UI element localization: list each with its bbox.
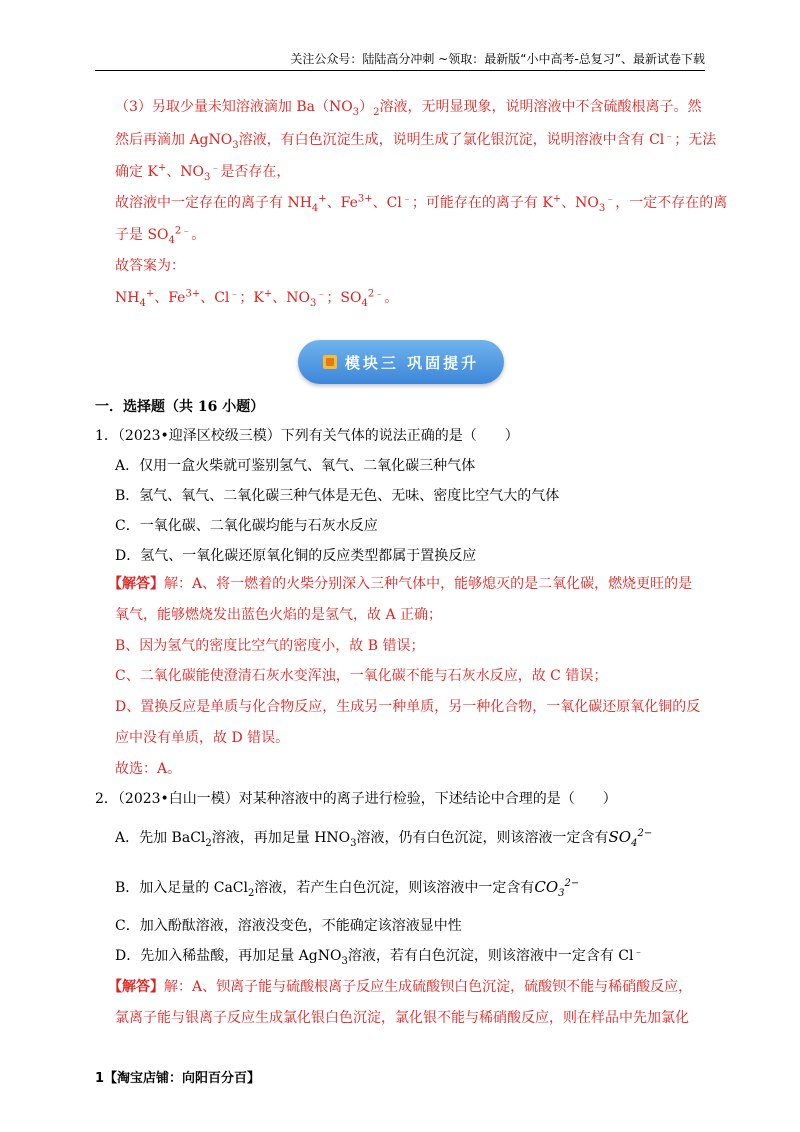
answer-tag: 【解答】: [108, 979, 164, 995]
q2-answer-line-1: 【解答】解：A、钡离子能与硫酸根离子反应生成硫酸钡白色沉淀，硫酸钡不能与稀硝酸反应，: [108, 979, 693, 995]
banner-label: 模块三 巩固提升: [344, 353, 480, 372]
q2-option-d: D．先加入稀盐酸，再加足量 AgNO$_3$溶液，若有白色沉淀，则该溶液中一定含有 Cl﹣: [115, 946, 644, 967]
q1-answer-line-2: 氧气，能够燃烧发出蓝色火焰的是氢气，故 A 正确；: [115, 607, 443, 623]
q1-option-c: C．一氧化碳、二氧化碳均能与石灰水反应: [115, 518, 378, 534]
q1-answer-line-7: 故选：A。: [115, 761, 182, 777]
answer-line-5: 子是 $SO_4^{2﹣}$。: [115, 225, 206, 246]
q1-option-a: A．仅用一盒火柴就可鉴别氢气、氧气、二氧化碳三种气体: [115, 458, 476, 474]
q1-answer-line-4: C、二氧化碳能使澄清石灰水变浑浊，一氧化碳不能与石灰水反应，故 C 错误；: [115, 668, 608, 684]
q1-answer-line-5: D、置换反应是单质与化合物反应，生成另一种单质，另一种化合物，一氧化碳还原氧化铜的反: [115, 699, 701, 715]
q1-answer-line-1: 【解答】解：A、将一燃着的火柴分别深入三种气体中，能够熄灭的是二氧化碳，燃烧更旺的是: [108, 576, 693, 592]
q2-option-b: B．加入足量的 CaCl$_2$溶液，若产生白色沉淀，则该溶液中一定含有$CO_3^{2-}$: [115, 878, 580, 899]
answer-line-6: 故答案为：: [115, 258, 185, 274]
q1-answer-line-3: B、因为氢气的密度比空气的密度小，故 B 错误；: [115, 638, 425, 654]
q2-option-a: A．先加 BaCl$_2$溶液，再加足量 $HNO_3$溶液，仍有白色沉淀，则该溶液一定含有$SO_4^{2-}$: [115, 828, 653, 849]
q1-option-b: B．氢气、氧气、二氧化碳三种气体是无色、无味、密度比空气大的气体: [115, 488, 560, 504]
answer-line-1: （3）另取少量未知溶液滴加 $Ba(NO_3)_2$溶液，无明显现象，说明溶液中不含硫酸根离子。然: [115, 99, 702, 118]
answer-tag: 【解答】: [108, 576, 164, 592]
answer-line-4: 故溶液中一定存在的离子有 $NH_4^+$、$Fe^{3+}$、Cl﹣；可能存在的离子有 K+、$NO_3^﹣$，一定不存在的离: [115, 193, 728, 214]
answer-line-2: 然后再滴加 AgNO$_3$溶液，有白色沉淀生成，说明生成了氯化银沉淀，说明溶液中含有 Cl﹣；无法: [115, 130, 717, 151]
q1-option-d: D．氢气、一氧化碳还原氧化铜的反应类型都属于置换反应: [115, 548, 477, 564]
q2-option-c: C．加入酚酞溶液，溶液没变色，不能确定该溶液显中性: [115, 918, 462, 934]
carbonate-formula: $CO_3^{2-}$: [534, 878, 580, 899]
banner-icon: [323, 355, 337, 369]
page-header: 关注公众号：陆陆高分冲刺 ~领取：最新版“小中高考-总复习”、最新试卷下载: [290, 52, 705, 66]
q1-stem: 1．（2023•迎泽区校级三模）下列有关气体的说法正确的是（ ）: [95, 428, 519, 444]
page-footer: 1【淘宝店铺：向阳百分百】: [95, 1071, 261, 1086]
answer-line-7: $NH_4^+$、$Fe^{3+}$、Cl﹣；K+、$NO_3^﹣$；$SO_4^{2﹣}$。: [115, 288, 399, 309]
q1-answer-line-6: 应中没有单质，故 D 错误。: [115, 730, 290, 746]
section-title: 一．选择题（共 16 小题）: [95, 399, 265, 415]
sulfate-formula: $SO_4^{2-}$: [608, 828, 653, 849]
header-rule: [95, 70, 705, 71]
section-banner: [298, 340, 504, 384]
q2-stem: 2．（2023•白山一模）对某种溶液中的离子进行检验，下述结论中合理的是（ ）: [95, 791, 617, 807]
answer-line-3: 确定 K+、$NO_3^﹣$是否存在，: [115, 162, 291, 183]
q2-answer-line-2: 氯离子能与银离子反应生成氯化银白色沉淀，氯化银不能与稀硝酸反应，则在样品中先加氯化: [115, 1010, 689, 1026]
